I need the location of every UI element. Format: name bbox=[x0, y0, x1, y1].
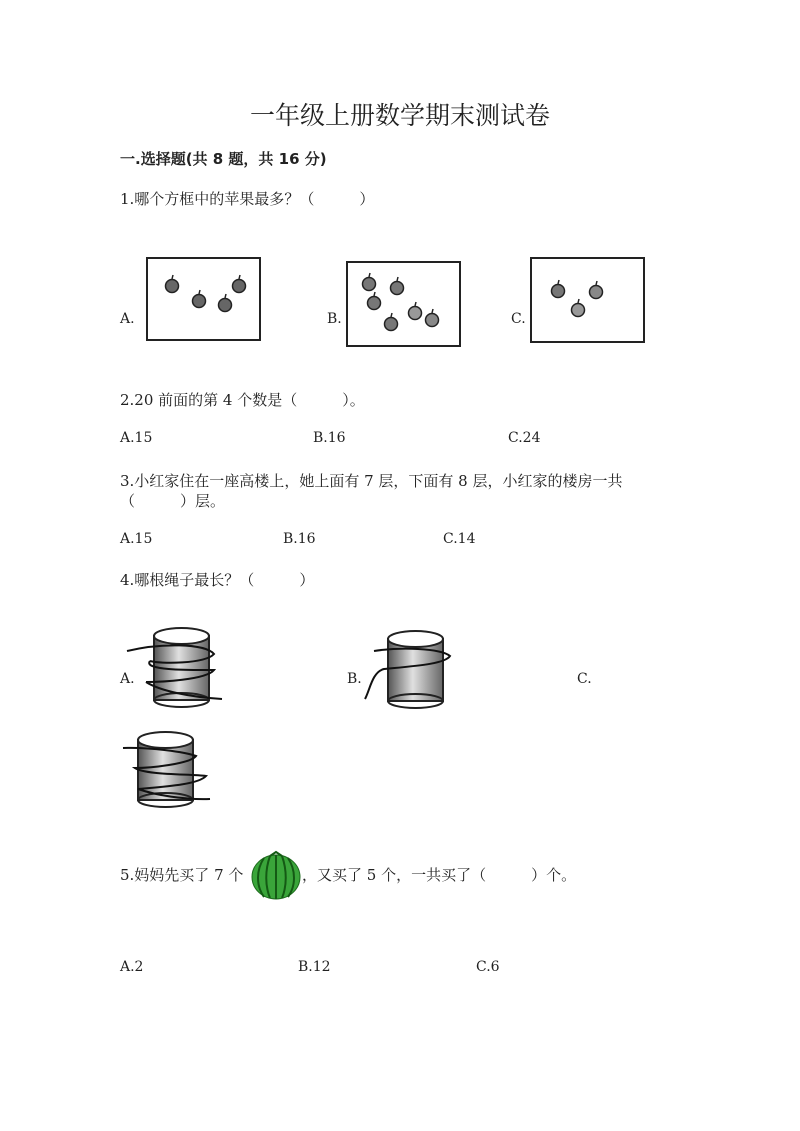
q1-option-c-label[interactable]: C. bbox=[511, 311, 526, 327]
question-5-text-before: 5.妈妈先买了 7 个 bbox=[120, 866, 244, 884]
rope-cylinder-a bbox=[127, 628, 222, 707]
q2-option-b[interactable]: B.16 bbox=[313, 430, 346, 446]
question-1-text: 1.哪个方框中的苹果最多？（ ） bbox=[120, 190, 375, 208]
page-title: 一年级上册数学期末测试卷 bbox=[249, 101, 550, 130]
question-2-text: 2.20 前面的第 4 个数是（ ）。 bbox=[120, 391, 365, 409]
q1-option-b-label[interactable]: B. bbox=[327, 311, 342, 327]
q5-option-c[interactable]: C.6 bbox=[476, 959, 500, 975]
q5-option-a[interactable]: A.2 bbox=[120, 959, 144, 975]
section-heading: 一.选择题(共 8 题，共 16 分) bbox=[120, 150, 327, 168]
question-3-line-1: 3.小红家住在一座高楼上，她上面有 7 层，下面有 8 层，小红家的楼房一共 bbox=[120, 472, 623, 490]
q3-option-c[interactable]: C.14 bbox=[443, 531, 476, 547]
q2-option-a[interactable]: A.15 bbox=[120, 430, 153, 446]
q4-option-c[interactable]: C. bbox=[577, 671, 592, 687]
q3-option-b[interactable]: B.16 bbox=[283, 531, 316, 547]
q4-option-a[interactable]: A. bbox=[120, 671, 135, 687]
watermelon-icon bbox=[250, 852, 302, 900]
rope-cylinder-b bbox=[365, 631, 450, 708]
q1-option-a-label[interactable]: A. bbox=[120, 311, 135, 327]
rope-cylinder-c bbox=[123, 732, 210, 807]
q4-option-b[interactable]: B. bbox=[347, 671, 362, 687]
q3-option-a[interactable]: A.15 bbox=[120, 531, 153, 547]
q5-option-b[interactable]: B.12 bbox=[298, 959, 331, 975]
q2-option-c[interactable]: C.24 bbox=[508, 430, 541, 446]
question-5-text-after: ，又买了 5 个，一共买了（ ）个。 bbox=[302, 866, 577, 884]
question-3-line-2: （ ）层。 bbox=[120, 492, 226, 510]
question-4-text: 4.哪根绳子最长？（ ） bbox=[120, 571, 315, 589]
